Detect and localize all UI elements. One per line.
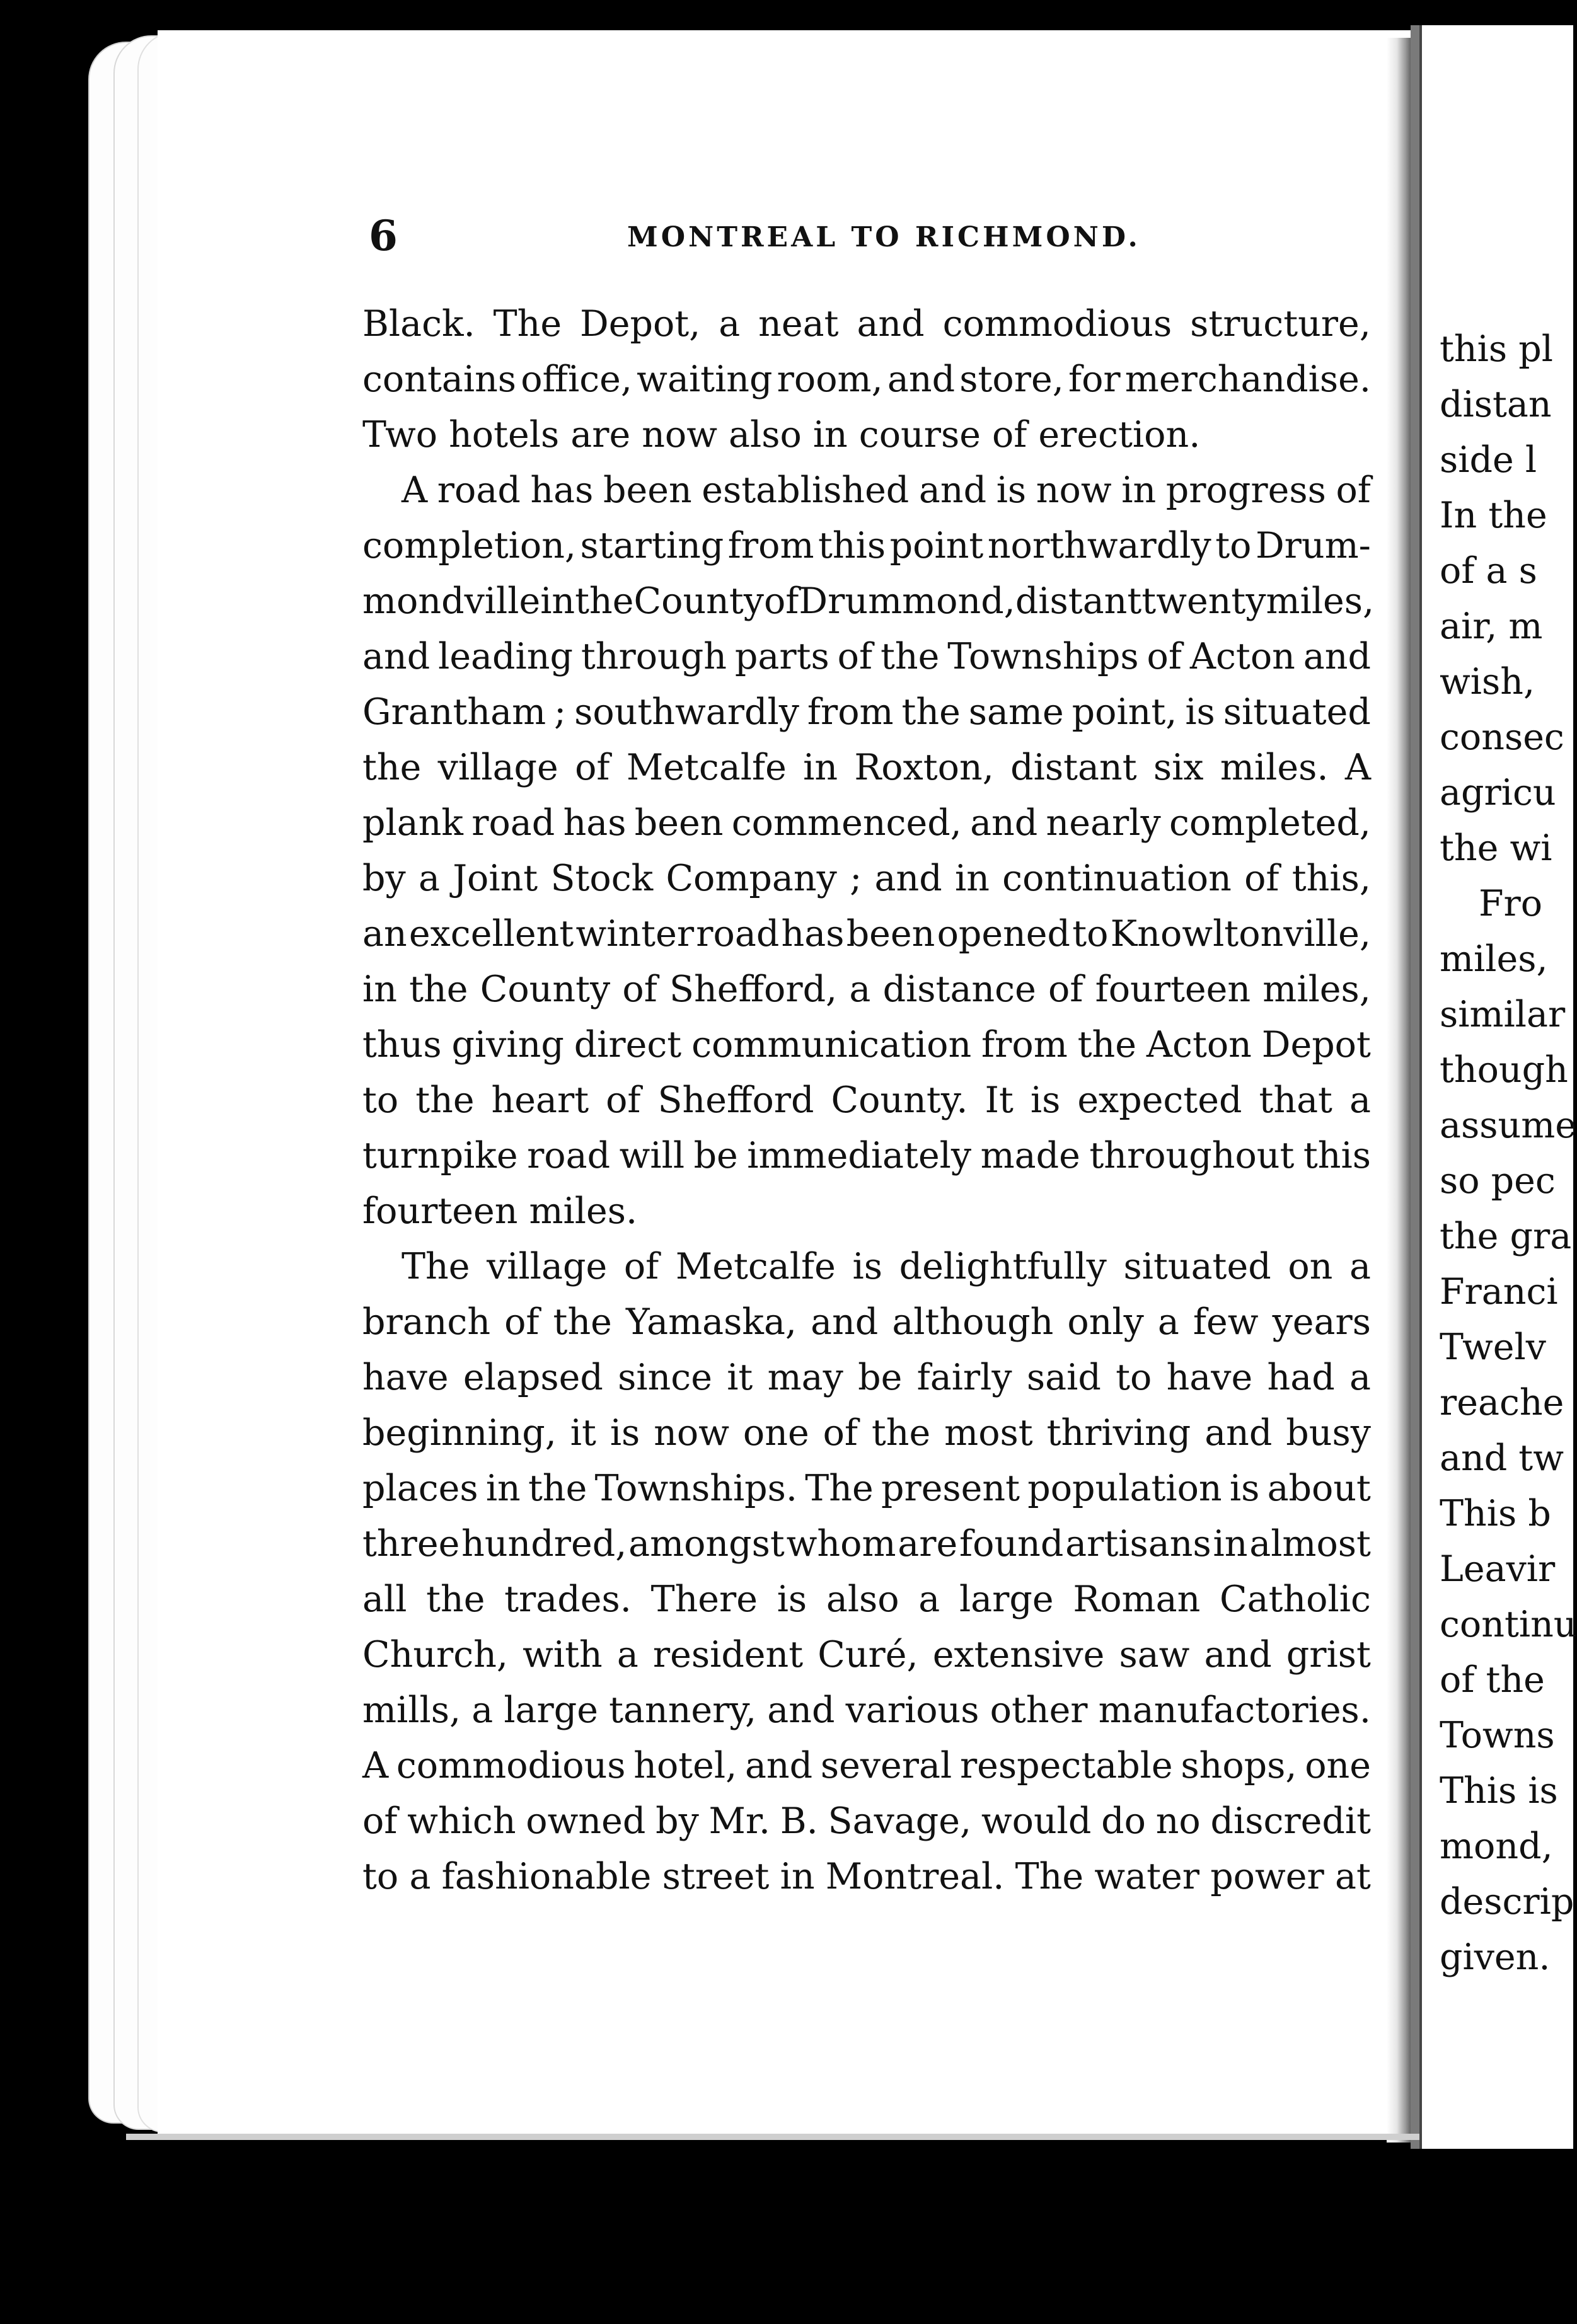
- text-line: places in the Townships. The present population is about: [362, 1468, 1371, 1509]
- text-line: contains office, waiting room, and store, for merchandise.: [362, 359, 1371, 400]
- facing-text-line: of the: [1440, 1659, 1545, 1701]
- facing-text-line: Leavir: [1440, 1548, 1556, 1590]
- facing-text-line: continu: [1440, 1604, 1577, 1645]
- facing-text-line: Fro: [1479, 883, 1543, 924]
- facing-text-line: the wi: [1440, 827, 1552, 869]
- text-line: fourteen miles.: [362, 1190, 638, 1232]
- text-line: to a fashionable street in Montreal. The water power at: [362, 1856, 1371, 1897]
- facing-text-line: Towns: [1440, 1715, 1555, 1756]
- text-line: Black. The Depot, a neat and commodious structure,: [362, 303, 1371, 345]
- text-line: A commodious hotel, and several respectable shops, one: [362, 1745, 1371, 1786]
- facing-text-line: given.: [1440, 1936, 1551, 1978]
- text-line: Grantham ; southwardly from the same point, is situated: [362, 691, 1371, 733]
- text-line: thus giving direct communication from the Acton Depot: [362, 1024, 1371, 1066]
- text-line: The village of Metcalfe is delightfully situated on a: [401, 1246, 1371, 1287]
- text-line: to the heart of Shefford County. It is expected that a: [362, 1079, 1371, 1121]
- text-line: turnpike road will be immediately made throughout this: [362, 1135, 1371, 1176]
- facing-text-line: reache: [1440, 1382, 1564, 1424]
- facing-text-line: consec: [1440, 716, 1564, 758]
- page-bottom-edge: [126, 2134, 1419, 2140]
- facing-text-line: Twelv: [1440, 1326, 1546, 1368]
- facing-text-line: side l: [1440, 439, 1537, 481]
- page-header: [369, 211, 1368, 262]
- text-line: beginning, it is now one of the most thriving and busy: [362, 1412, 1371, 1454]
- facing-text-line: In the: [1440, 495, 1547, 536]
- facing-text-line: distan: [1440, 384, 1552, 425]
- text-line: the village of Metcalfe in Roxton, distant six miles. A: [362, 747, 1371, 788]
- facing-text-line: mond,: [1440, 1826, 1553, 1867]
- body-text: [362, 296, 1375, 1904]
- text-line: have elapsed since it may be fairly said to have had a: [362, 1357, 1371, 1398]
- text-line: branch of the Yamaska, and although only a few years: [362, 1301, 1371, 1343]
- facing-page: [1419, 25, 1577, 2149]
- text-line: plank road has been commenced, and nearly completed,: [362, 802, 1371, 844]
- facing-text-line: this pl: [1440, 328, 1553, 370]
- facing-text-line: the gra: [1440, 1216, 1572, 1257]
- text-line: and leading through parts of the Townships of Acton and: [362, 636, 1371, 677]
- text-line: by a Joint Stock Company ; and in continuation of this,: [362, 858, 1371, 899]
- text-line: an excellent winter road has been opened to Knowltonville,: [362, 913, 1371, 955]
- page-number: 6: [369, 211, 398, 260]
- text-line: completion, starting from this point northwardly to Drum-: [362, 525, 1371, 567]
- text-line: in the County of Shefford, a distance of fourteen miles,: [362, 969, 1371, 1010]
- facing-text-line: air, m: [1440, 606, 1543, 647]
- text-line: mills, a large tannery, and various other manufactories.: [362, 1689, 1371, 1731]
- facing-text-line: so pec: [1440, 1160, 1556, 1202]
- facing-text-line: and tw: [1440, 1437, 1564, 1479]
- facing-text-line: though: [1440, 1049, 1568, 1091]
- text-line: of which owned by Mr. B. Savage, would do no discredit: [362, 1800, 1371, 1842]
- facing-text-line: descrip: [1440, 1881, 1574, 1923]
- facing-text-line: Franci: [1440, 1271, 1558, 1313]
- facing-text-line: similar: [1440, 994, 1566, 1035]
- text-line: A road has been established and is now in progress of: [401, 469, 1371, 511]
- book-spine: [1411, 25, 1419, 2149]
- text-line: mondville in the County of Drummond, distant twenty miles,: [362, 580, 1375, 622]
- facing-page-text: [1440, 321, 1577, 1985]
- text-line: all the trades. There is also a large Roman Catholic: [362, 1579, 1371, 1620]
- running-head: MONTREAL TO RICHMOND.: [627, 221, 1141, 253]
- facing-text-line: miles,: [1440, 938, 1548, 980]
- text-line: Church, with a resident Curé, extensive saw and grist: [362, 1634, 1371, 1676]
- text-line: Two hotels are now also in course of erection.: [362, 414, 1201, 456]
- facing-text-line: This is: [1440, 1770, 1558, 1812]
- facing-text-line: of a s: [1440, 550, 1537, 592]
- facing-text-line: wish,: [1440, 661, 1535, 703]
- facing-text-line: agricu: [1440, 772, 1556, 814]
- text-line: three hundred, amongst whom are found artisans in almost: [362, 1523, 1371, 1565]
- page-gutter: [1387, 38, 1412, 2143]
- facing-text-line: assume: [1440, 1105, 1576, 1146]
- facing-text-line: This b: [1440, 1493, 1551, 1534]
